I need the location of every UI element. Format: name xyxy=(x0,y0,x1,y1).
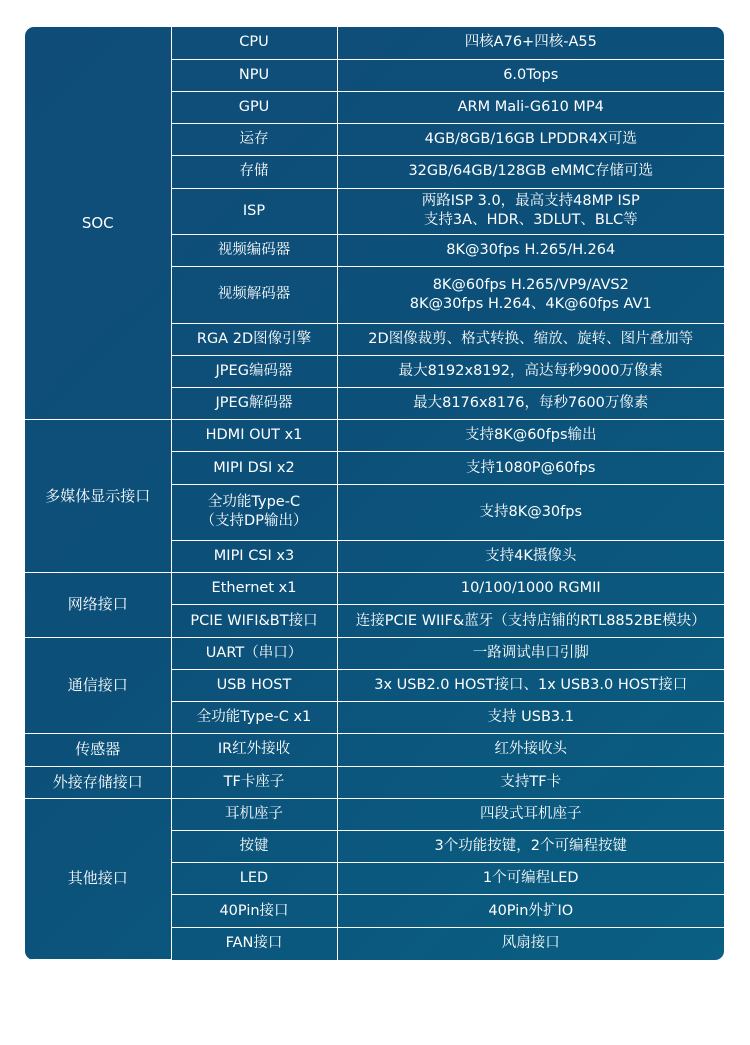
spec-cell: 风扇接口 xyxy=(337,927,724,959)
table-row xyxy=(25,420,724,452)
item-cell: GPU xyxy=(171,91,337,123)
spec-cell: 支持1080P@60fps xyxy=(337,452,724,484)
category-cell: 网络接口 xyxy=(25,573,171,637)
item-cell: MIPI CSI x3 xyxy=(171,541,337,573)
item-cell: 全功能Type-C x1 xyxy=(171,702,337,734)
item-cell: RGA 2D图像引擎 xyxy=(171,323,337,355)
spec-cell: 四段式耳机座子 xyxy=(337,798,724,830)
category-cell: SOC xyxy=(25,27,171,420)
spec-cell: 红外接收头 xyxy=(337,734,724,766)
spec-cell: 支持8K@60fps输出 xyxy=(337,420,724,452)
table-row xyxy=(25,798,724,830)
category-cell: 其他接口 xyxy=(25,798,171,959)
item-cell: TF卡座子 xyxy=(171,766,337,798)
item-cell: IR红外接收 xyxy=(171,734,337,766)
table-row xyxy=(25,766,724,798)
item-cell: JPEG解码器 xyxy=(171,387,337,419)
spec-cell: 4GB/8GB/16GB LPDDR4X可选 xyxy=(337,124,724,156)
item-cell: NPU xyxy=(171,59,337,91)
table-row xyxy=(25,637,724,669)
item-cell: USB HOST xyxy=(171,669,337,701)
item-cell: 视频解码器 xyxy=(171,267,337,323)
category-cell: 多媒体显示接口 xyxy=(25,420,171,573)
spec-cell: 最大8192x8192，高达每秒9000万像素 xyxy=(337,355,724,387)
item-cell: JPEG编码器 xyxy=(171,355,337,387)
spec-cell: 3x USB2.0 HOST接口、1x USB3.0 HOST接口 xyxy=(337,669,724,701)
spec-table xyxy=(25,27,724,960)
spec-cell: 8K@60fps H.265/VP9/AVS2 8K@30fps H.264、4K@60fps AV1 xyxy=(337,267,724,323)
item-cell: ISP xyxy=(171,188,337,234)
spec-cell: 支持4K摄像头 xyxy=(337,541,724,573)
table-row xyxy=(25,573,724,605)
spec-cell: 1个可编程LED xyxy=(337,863,724,895)
spec-cell: 两路ISP 3.0，最高支持48MP ISP 支持3A、HDR、3DLUT、BLC等 xyxy=(337,188,724,234)
category-cell: 传感器 xyxy=(25,734,171,766)
spec-cell: 10/100/1000 RGMII xyxy=(337,573,724,605)
spec-cell: 一路调试串口引脚 xyxy=(337,637,724,669)
item-cell: UART（串口） xyxy=(171,637,337,669)
item-cell: LED xyxy=(171,863,337,895)
spec-cell: ARM Mali-G610 MP4 xyxy=(337,91,724,123)
item-cell: 视频编码器 xyxy=(171,234,337,266)
spec-cell: 3个功能按键，2个可编程按键 xyxy=(337,830,724,862)
spec-cell: 支持 USB3.1 xyxy=(337,702,724,734)
item-cell: 运存 xyxy=(171,124,337,156)
item-cell: MIPI DSI x2 xyxy=(171,452,337,484)
item-cell: 按键 xyxy=(171,830,337,862)
spec-cell: 四核A76+四核-A55 xyxy=(337,27,724,59)
item-cell: FAN接口 xyxy=(171,927,337,959)
category-cell: 通信接口 xyxy=(25,637,171,734)
item-cell: 全功能Type-C （支持DP输出） xyxy=(171,484,337,540)
spec-cell: 40Pin外扩IO xyxy=(337,895,724,927)
spec-cell: 6.0Tops xyxy=(337,59,724,91)
category-cell: 外接存储接口 xyxy=(25,766,171,798)
spec-cell: 最大8176x8176，每秒7600万像素 xyxy=(337,387,724,419)
table-row xyxy=(25,27,724,59)
item-cell: HDMI OUT x1 xyxy=(171,420,337,452)
item-cell: PCIE WIFI&BT接口 xyxy=(171,605,337,637)
spec-cell: 支持TF卡 xyxy=(337,766,724,798)
item-cell: 40Pin接口 xyxy=(171,895,337,927)
item-cell: 耳机座子 xyxy=(171,798,337,830)
table-row xyxy=(25,734,724,766)
item-cell: CPU xyxy=(171,27,337,59)
spec-cell: 32GB/64GB/128GB eMMC存储可选 xyxy=(337,156,724,188)
item-cell: Ethernet x1 xyxy=(171,573,337,605)
spec-cell: 连接PCIE WIIF&蓝牙（支持店铺的RTL8852BE模块） xyxy=(337,605,724,637)
spec-table-body xyxy=(25,27,724,960)
spec-cell: 2D图像裁剪、格式转换、缩放、旋转、图片叠加等 xyxy=(337,323,724,355)
spec-cell: 8K@30fps H.265/H.264 xyxy=(337,234,724,266)
item-cell: 存储 xyxy=(171,156,337,188)
spec-cell: 支持8K@30fps xyxy=(337,484,724,540)
